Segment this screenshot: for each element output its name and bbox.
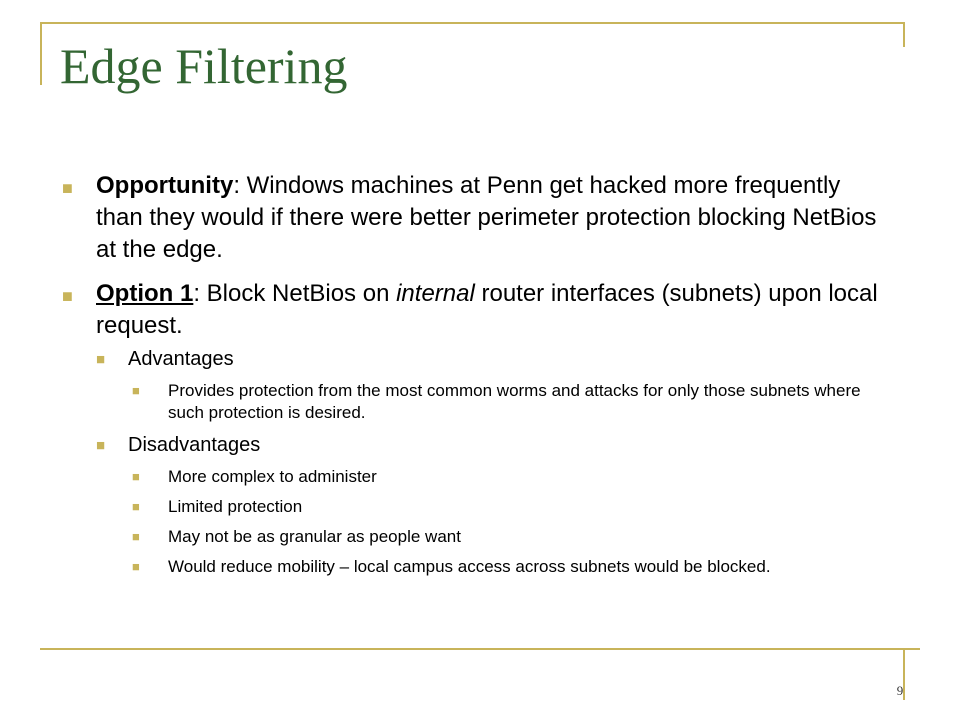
- square-bullet-icon: ■: [132, 499, 140, 514]
- advantages-heading-item: [60, 346, 890, 372]
- disadvantage-item-text: Would reduce mobility – local campus access across subnets would be blocked.: [168, 557, 771, 576]
- disadvantage-item-text: More complex to administer: [168, 467, 377, 486]
- advantages-heading: Advantages: [128, 348, 234, 370]
- page-number: 9: [896, 683, 904, 698]
- square-bullet-icon: ■: [132, 469, 140, 484]
- square-bullet-icon: ■: [62, 178, 73, 198]
- square-bullet-icon: ■: [96, 351, 106, 368]
- disadvantages-heading-item: [60, 432, 890, 458]
- disadvantage-item: [60, 526, 890, 548]
- opportunity-label: Opportunity: [96, 172, 234, 199]
- option-1-text-before: : Block NetBios on: [193, 280, 397, 307]
- frame-right-line: [903, 22, 905, 47]
- square-bullet-icon: ■: [62, 286, 73, 306]
- square-bullet-icon: ■: [96, 437, 106, 454]
- advantage-item-text: Provides protection from the most common worms and attacks for only those subnets where such protection is desired.: [168, 381, 861, 422]
- frame-top-line: [40, 22, 905, 24]
- option-1-emphasis: internal: [396, 280, 475, 307]
- bullet-opportunity: [60, 170, 890, 266]
- option-1-label: Option 1: [96, 280, 194, 307]
- disadvantage-item: [60, 556, 890, 578]
- bullet-option-1: [60, 278, 890, 342]
- frame-left-line: [40, 22, 42, 85]
- disadvantage-item-text: Limited protection: [168, 497, 303, 516]
- opportunity-text: : Windows machines at Penn get hacked more frequently than they would if there were better perimeter protection blocking NetBios at the edge.: [96, 172, 877, 263]
- square-bullet-icon: ■: [132, 383, 140, 398]
- option-1-text-after: router interfaces (subnets) upon local request.: [96, 280, 878, 339]
- frame-bottom-line: [40, 648, 920, 650]
- disadvantage-item: [60, 496, 890, 518]
- square-bullet-icon: ■: [132, 559, 140, 574]
- disadvantage-item: [60, 466, 890, 488]
- disadvantage-item-text: May not be as granular as people want: [168, 527, 461, 546]
- slide-title: Edge Filtering: [60, 38, 348, 94]
- disadvantages-heading: Disadvantages: [128, 434, 261, 456]
- advantage-item: [60, 380, 890, 424]
- slide-content: [60, 170, 890, 586]
- square-bullet-icon: ■: [132, 529, 140, 544]
